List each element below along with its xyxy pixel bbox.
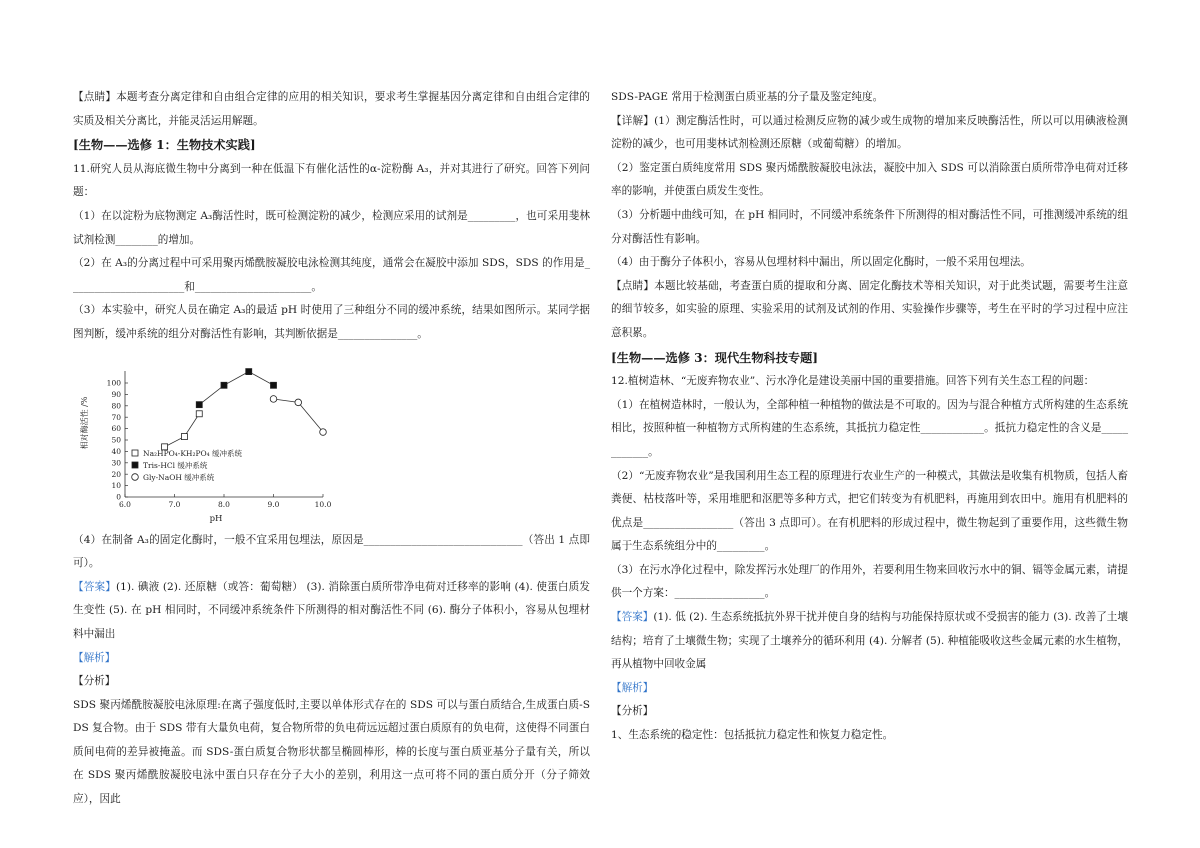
series-line-1	[199, 371, 273, 404]
question-12-stem: 12.植树造林、“无废弃物农业”、污水净化是建设美丽中国的重要措施。回答下列有关生态工程的问题：	[611, 375, 1095, 388]
legend-label-2: Gly-NaOH 缓冲系统	[143, 472, 215, 482]
right-column	[611, 86, 1128, 748]
section-heading-elective-3: [生物——选修 3：现代生物科技专题]	[611, 350, 819, 365]
x-tick-label: 7.0	[168, 499, 181, 509]
legend-marker-2	[132, 473, 139, 480]
xiangjie-3: （3）分析题中曲线可知，在 pH 相同时，不同缓冲系统条件下所测得的相对酶活性不同，可推测缓冲系统的组分对酶活性有影响。	[611, 208, 1128, 245]
x-tick-label: 6.0	[119, 499, 131, 509]
enzyme-activity-chart	[73, 355, 353, 525]
dianjing-paragraph-2: 【点睛】本题比较基础，考查蛋白质的提取和分离、固定化酶技术等相关知识，对于此类试题，需要考生注意的细节较多，如实验的原理、实验采用的试剂及试剂的作用、实验操作步骤等，考生在平时的学习过程中应注意积累。	[611, 279, 1128, 339]
question-11-part-2: （2）在 A₃的分离过程中可采用聚丙烯酰胺凝胶电泳检测其纯度，通常会在凝胶中添加 SDS，SDS 的作用是______________________和______________________。	[73, 257, 590, 293]
xiangjie-1: 【详解】(1）测定酶活性时，可以通过检测反应物的减少或生成物的增加来反映酶活性，所以可以用碘液检测淀粉的减少，也可用斐林试剂检测还原糖（或葡萄糖）的增加。	[611, 114, 1128, 151]
xiangjie-2: （2）鉴定蛋白质纯度常用 SDS 聚丙烯酰胺凝胶电泳法，凝胶中加入 SDS 可以消除蛋白质所带净电荷对迁移率的影响，并使蛋白质发生变性。	[611, 161, 1128, 198]
data-point-s0-1	[181, 433, 187, 439]
y-tick-label: 70	[111, 412, 121, 422]
chart-axes	[107, 371, 332, 509]
y-tick-label: 50	[111, 435, 121, 445]
jiexi-label: 【解析】	[73, 651, 116, 664]
chart-plot-area	[162, 368, 327, 449]
series-line-0	[165, 413, 200, 446]
chart-legend	[132, 448, 243, 482]
legend-label-1: Tris-HCl 缓冲系统	[143, 460, 208, 470]
y-tick-label: 0	[116, 492, 121, 502]
x-tick-label: 8.0	[218, 499, 230, 509]
answer-label: 【答案】	[73, 580, 116, 593]
y-axis-label: 相对酶活性 /%	[80, 396, 89, 449]
left-column	[73, 86, 590, 812]
legend-label-0: Na₂HPO₄-KH₂PO₄ 缓冲系统	[143, 448, 243, 458]
question-12-part-2: （2）“无废弃物农业”是我国利用生态工程的原理进行农业生产的一种模式，其做法是收集有机物质，包括人畜粪便、枯枝落叶等，采用堆肥和沤肥等多种方式，把它们转变为有机肥料，再施用到农田中。施用有机肥料的优点是_________________（答出 3 点即可）。在有机肥料的形成过程中，微生物起到了重要作用，这些微生物属于生态系统组分中的_________。	[611, 469, 1128, 553]
answer-text: (1). 碘液 (2). 还原糖（或答：葡萄糖） (3). 消除蛋白质所带净电荷对迁移率的影响 (4). 使蛋白质发生变性 (5). 在 pH 相同时，不同缓冲系统条件下所测得的相对酶活性不同 (6). 酶分子体积小，容易从包埋材料中漏出	[73, 580, 590, 640]
y-tick-label: 10	[111, 480, 121, 490]
jiexi-label-2: 【解析】	[611, 681, 654, 694]
y-tick-label: 100	[106, 378, 121, 388]
y-tick-label: 40	[111, 446, 121, 456]
question-11-stem: 11.研究人员从海底微生物中分离到一种在低温下有催化活性的α-淀粉酶 A₃，并对其进行了研究。回答下列问题：	[73, 162, 590, 199]
data-point-s0-2	[196, 410, 202, 416]
data-point-s2-2	[320, 428, 327, 435]
answer-label-2: 【答案】	[611, 611, 654, 624]
legend-marker-1	[132, 462, 138, 468]
dianjing-paragraph: 【点睛】本题考查分离定律和自由组合定律的应用的相关知识，要求考生掌握基因分离定律和自由组合定律的实质及相关分离比，并能灵活运用解题。	[73, 91, 590, 127]
question-12-part-3: （3）在污水净化过程中，除发挥污水处理厂的作用外，若要利用生物来回收污水中的铜、镉等金属元素，请提供一个方案：_________________。	[611, 563, 1128, 600]
data-point-s1-3	[271, 382, 277, 388]
x-tick-label: 9.0	[267, 499, 280, 509]
x-tick-label: 10.0	[314, 499, 332, 509]
stability-sentence: 1、生态系统的稳定性：包括抵抗力稳定性和恢复力稳定性。	[611, 729, 894, 742]
section-heading-elective-1: [生物——选修 1：生物技术实践]	[73, 138, 256, 153]
question-11-part-3: （3）本实验中，研究人员在确定 A₃的最适 pH 时使用了三种组分不同的缓冲系统，结果如图所示。某同学据图判断，缓冲系统的组分对酶活性有影响，其判断依据是_______________。	[73, 304, 590, 340]
question-11-part-4: （4）在制备 A₃的固定化酶时，一般不宜采用包埋法，原因是______________________________（答出 1 点即可）。	[73, 533, 590, 570]
y-tick-label: 30	[111, 457, 121, 467]
answer-text-2: (1). 低 (2). 生态系统抵抗外界干扰并使自身的结构与功能保持原状或不受损害的能力 (3). 改善了土壤结构；培育了土壤微生物；实现了土壤养分的循环利用 (4). 分解者 (5). 种植能吸收这些金属元素的水生植物，再从植物中回收金属	[611, 611, 1128, 671]
data-point-s2-0	[270, 395, 277, 402]
question-11-part-1: （1）在以淀粉为底物测定 A₃酶活性时，既可检测淀粉的减少，检测应采用的试剂是_________，也可采用斐林试剂检测________的增加。	[73, 209, 590, 246]
data-point-s1-0	[196, 401, 202, 407]
y-tick-label: 80	[111, 400, 121, 410]
data-point-s2-1	[295, 399, 302, 406]
y-tick-label: 20	[111, 469, 121, 479]
analysis-paragraph: SDS 聚丙烯酰胺凝胶电泳原理:在离子强度低时,主要以单体形式存在的 SDS 可以与蛋白质结合,生成蛋白质-SDS 复合物。由于 SDS 带有大量负电荷，复合物所带的负电荷远远超过蛋白质原有的负电荷，这使得不同蛋白质间电荷的差异被掩盖。而 SDS-蛋白质复合物形状都呈椭圆棒形，棒的长度与蛋白质亚基分子量有关，所以在 SDS 聚丙烯酰胺凝胶电泳中蛋白只存在分子大小的差别，利用这一点可将不同的蛋白质分开（分子筛效应），因此	[73, 698, 590, 806]
y-tick-label: 90	[111, 389, 121, 399]
y-tick-label: 60	[111, 423, 121, 433]
data-point-s1-2	[246, 368, 252, 374]
fenxi-label: 【分析】	[73, 675, 116, 688]
chart-svg	[73, 355, 353, 525]
x-axis-label: pH	[209, 513, 223, 524]
sds-page-sentence: SDS-PAGE 常用于检测蛋白质亚基的分子量及鉴定纯度。	[611, 91, 884, 103]
data-point-s1-1	[221, 382, 227, 388]
legend-marker-0	[132, 450, 138, 456]
xiangjie-4: （4）由于酶分子体积小，容易从包埋材料中漏出，所以固定化酶时，一般不采用包埋法。	[611, 256, 1031, 269]
fenxi-label-2: 【分析】	[611, 705, 654, 718]
question-12-part-1: （1）在植树造林时，一般认为，全部种植一种植物的做法是不可取的。因为与混合种植方式所构建的生态系统相比，按照种植一种植物方式所构建的生态系统，其抵抗力稳定性____________。抵抗力稳定性的含义是____________。	[611, 398, 1128, 458]
